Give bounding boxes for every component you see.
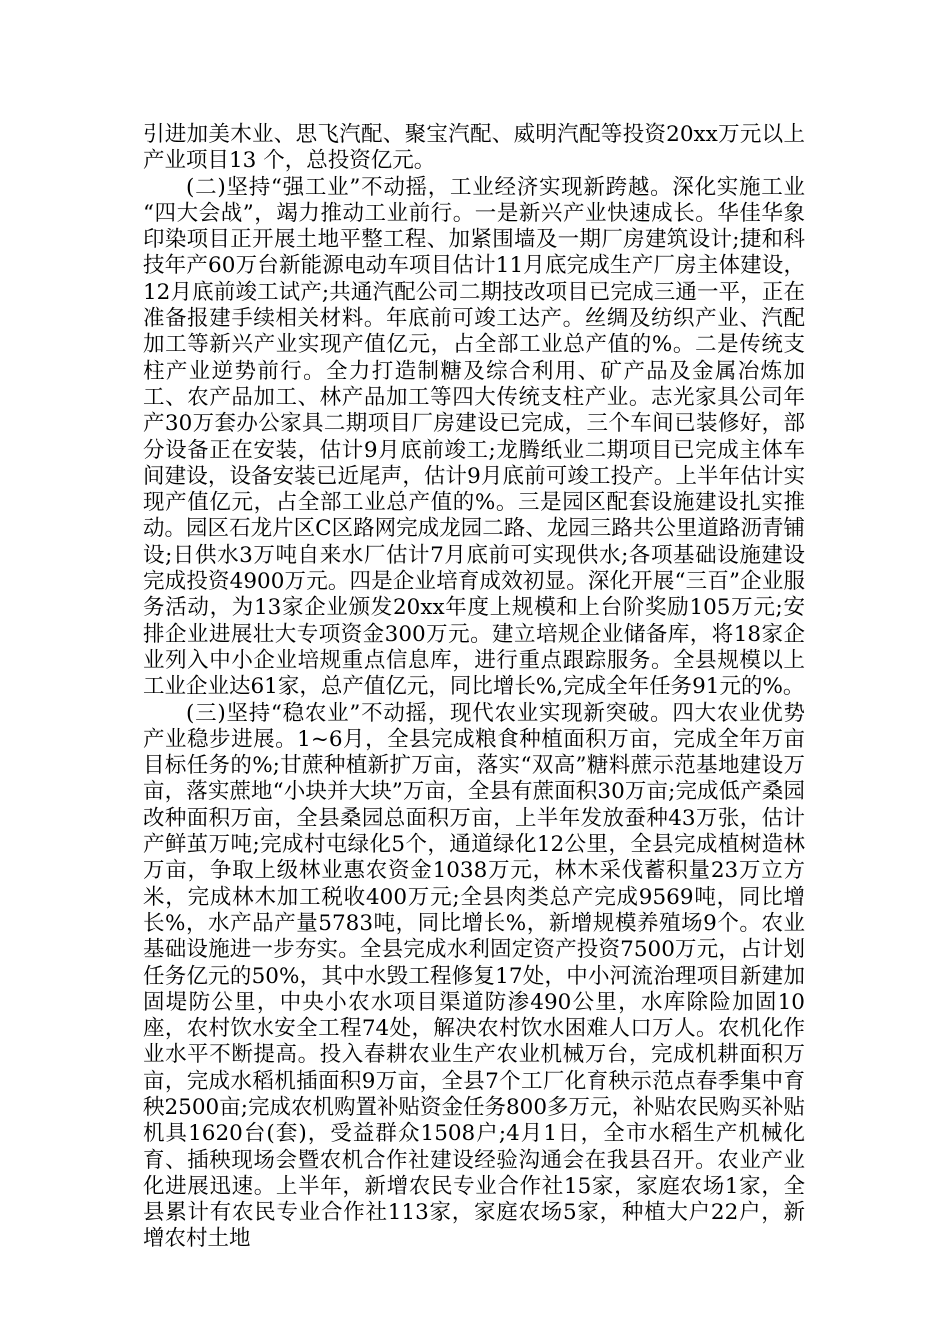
paragraph-1: 引进加美木业、思飞汽配、聚宝汽配、威明汽配等投资20xx万元以上产业项目13 个，总投资亿元。 [143, 122, 805, 174]
document-body [143, 122, 805, 1253]
paragraph-3: (三)坚持“稳农业”不动摇，现代农业实现新突破。四大农业优势产业稳步进展。1~6月，全县完成粮食种植面积万亩，完成全年万亩目标任务的%;甘蔗种植新扩万亩，落实“双高”糖料蔗示范基地建设万亩，落实蔗地“小块并大块”万亩，全县有蔗面积30万亩;完成低产桑园改种面积万亩，全县桑园总面积万亩，上半年发放蚕种43万张，估计产鲜茧万吨;完成村屯绿化5个，通道绿化12公里，全县完成植树造林万亩，争取上级林业惠农资金1038万元，林木采伐蓄积量23万立方米，完成林木加工税收400万元;全县肉类总产完成9569吨，同比增长%，水产品产量5783吨，同比增长%，新增规模养殖场9个。农业基础设施进一步夯实。全县完成水利固定资产投资7500万元，占计划任务亿元的50%，其中水毁工程修复17处，中小河流治理项目新建加固堤防公里，中央小农水项目渠道防渗490公里，水库除险加固10座，农村饮水安全工程74处，解决农村饮水困难人口万人。农机化作业水平不断提高。投入春耕农业生产农业机械万台，完成机耕面积万亩，完成水稻机插面积9万亩，全县7个工厂化育秧示范点春季集中育秧2500亩;完成农机购置补贴资金任务800多万元，补贴农民购买补贴机具1620台(套)，受益群众1508户;4月1日，全市水稻生产机械化育、插秧现场会暨农机合作社建设经验沟通会在我县召开。农业产业化进展迅速。上半年，新增农民专业合作社15家，家庭农场1家，全县累计有农民专业合作社113家，家庭农场5家，种植大户22户，新增农村土地 [143, 700, 806, 1252]
paragraph-2: (二)坚持“强工业”不动摇，工业经济实现新跨越。深化实施工业 “四大会战”，竭力推动工业前行。一是新兴产业快速成长。华佳华象印染项目正开展土地平整工程、加紧围墙及一期厂房建筑设计;捷和科技年产60万台新能源电动车项目估计11月底完成生产厂房主体建设，12月底前竣工试产;共通汽配公司二期技改项目已完成三通一平，正在准备报建手续相关材料。年底前可竣工达产。丝绸及纺织产业、汽配加工等新兴产业实现产值亿元，占全部工业总产值的%。二是传统支柱产业逆势前行。全力打造制糖及综合利用、矿产品及金属冶炼加工、农产品加工、林产品加工等四大传统支柱产业。志光家具公司年产30万套办公家具二期项目厂房建设已完成，三个车间已装修好，部分设备正在安装，估计9月底前竣工;龙腾纸业二期项目已完成主体车间建设，设备安装已近尾声，估计9月底前可竣工投产。上半年估计实现产值亿元，占全部工业总产值的%。三是园区配套设施建设扎实推动。园区石龙片区C区路网完成龙园二路、龙园三路共公里道路沥青铺设;日供水3万吨自来水厂估计7月底前可实现供水;各项基础设施建设完成投资4900万元。四是企业培育成效初显。深化开展“三百”企业服务活动，为13家企业颁发20xx年度上规模和上台阶奖励105万元;安排企业进展壮大专项资金300万元。建立培规企业储备库，将18家企业列入中小企业培规重点信息库，进行重点跟踪服务。全县规模以上工业企业达61家，总产值亿元，同比增长%,完成全年任务91元的%。 [143, 174, 805, 700]
